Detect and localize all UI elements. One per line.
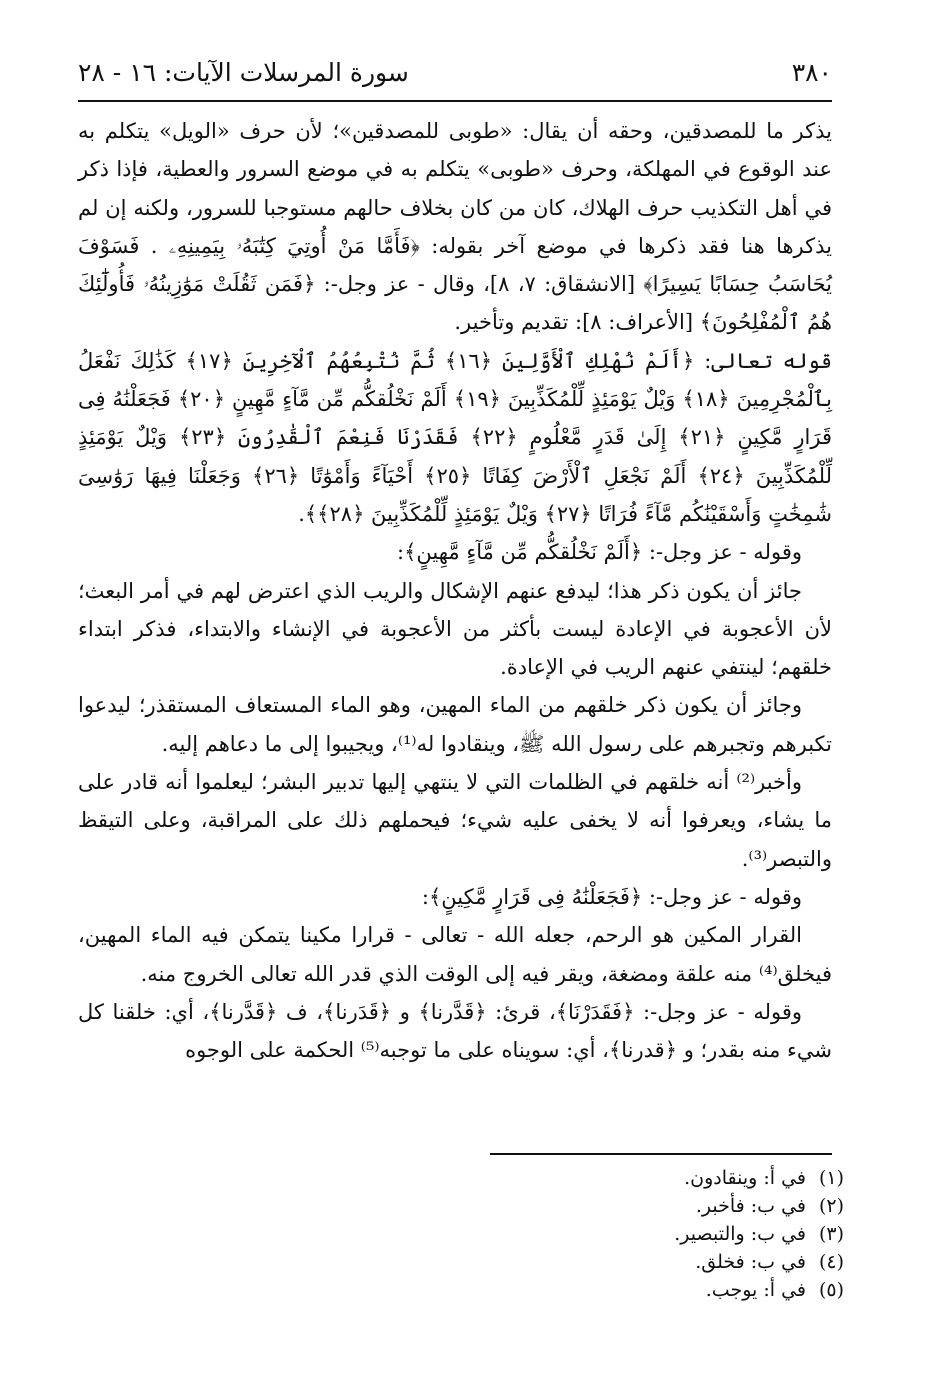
footnote: [300, 1276, 844, 1304]
footnote-number: (٥): [818, 1279, 844, 1301]
footnote-number: (١): [818, 1167, 844, 1189]
page-header: [78, 58, 832, 98]
paragraph: القرار المكين هو الرحم، جعله الله - تعالى - قرارا مكينا يتمكن فيه الماء المهين، فيخلق⁽⁴⁾ منه علقة ومضغة، ويقر فيه إلى الوقت الذي قدر الله تعالى الخروج منه.: [78, 923, 832, 986]
paragraph: وجائز أن يكون ذكر خلقهم من الماء المهين، وهو الماء المستعاف المستقذر؛ ليدعوا تكبرهم وتجبرهم على رسول الله ﷺ، وينقادوا له⁽¹⁾، ويجيبوا إلى ما دعاهم إليه.: [78, 693, 832, 756]
footnote: [300, 1248, 844, 1276]
running-title: سورة المرسلات الآيات: ١٦ - ٢٨: [78, 58, 409, 87]
footnote-text: في ب: والتبصير.: [674, 1223, 806, 1245]
footnote: [300, 1192, 844, 1220]
footnote-number: (٣): [818, 1223, 844, 1245]
header-rule: [78, 100, 832, 102]
footnote-text: في ب: فخلق.: [695, 1251, 806, 1273]
footnote: [300, 1164, 844, 1192]
footnote-text: في أ: وينقادون.: [684, 1167, 806, 1189]
main-text: [78, 112, 832, 1069]
paragraph: وقوله - عز وجل-: ﴿فَجَعَلْنَٰهُ فِى قَرَارٍ مَّكِينٍ﴾:: [421, 884, 802, 909]
paragraph: جائز أن يكون ذكر هذا؛ ليدفع عنهم الإشكال والريب الذي اعترض لهم في أمر البعث؛ لأن الأعجوبة في الإعادة ليست بأكثر من الأعجوبة في الإنشاء والابتداء، فذكر ابتداء خلقهم؛ لينتفي عنهم الريب في الإعادة.: [78, 578, 832, 680]
footnotes: [300, 1164, 844, 1304]
paragraph: وقوله - عز وجل-: ﴿أَلَمْ نَخْلُقكُّم مِّن مَّآءٍ مَّهِينٍ﴾:: [397, 540, 802, 565]
footnote: [300, 1220, 844, 1248]
footnote-number: (٢): [818, 1195, 844, 1217]
footnote-rule: [490, 1153, 832, 1155]
paragraph: يذكر ما للمصدقين، وحقه أن يقال: «طوبى للمصدقين»؛ لأن حرف «الويل» يتكلم به عند الوقوع في المهلكة، وحرف «طوبى» يتكلم به في موضع السرور والعطية، فإذا ذكر في أهل التكذيب حرف الهلاك، كان من كان بخلاف حالهم مستوجبا للسرور، ولكنه إن لم يذكرها هنا فقد ذكرها في موضع آخر بقوله: ﴿فَأَمَّا مَنْ أُوتِيَ كِتَٰبَهُۥ بِيَمِينِهِۦ . فَسَوْفَ يُحَاسَبُ حِسَابًا يَسِيرًا﴾ [الانشقاق: ٧، ٨]، وقال - عز وجل-: ﴿فَمَن ثَقُلَتْ مَوَٰزِينُهُۥ فَأُولَٰٓئِكَ هُمُ ٱلْمُفْلِحُونَ﴾ [الأعراف: ٨]: تقديم وتأخير.: [78, 119, 833, 335]
paragraph: وأخبر⁽²⁾ أنه خلقهم في الظلمات التي لا ينتهي إليها تدبير البشر؛ ليعلموا أنه قادر على ما يشاء، ويعرفوا أنه لا يخفى عليه شيء؛ فيحملهم ذلك على المراقبة، وعلى التيقظ والتبصر⁽³⁾.: [78, 770, 832, 871]
verse-paragraph: قوله تعالى: ﴿أَلَمْ نُهْلِكِ ٱلْأَوَّلِينَ ﴿١٦﴾ ثُمَّ نُتْبِعُهُمُ ٱلْآخِرِينَ ﴿١٧﴾ كَذَٰلِكَ نَفْعَلُ بِٱلْمُجْرِمِينَ ﴿١٨﴾ وَيْلٌ يَوْمَئِذٍ لِّلْمُكَذِّبِينَ ﴿١٩﴾ أَلَمْ نَخْلُقكُّم مِّن مَّآءٍ مَّهِينٍ ﴿٢٠﴾ فَجَعَلْنَٰهُ فِى قَرَارٍ مَّكِينٍ ﴿٢١﴾ إِلَىٰ قَدَرٍ مَّعْلُومٍ ﴿٢٢﴾ فَقَدَرْنَا فَنِعْمَ ٱلْقَٰدِرُونَ ﴿٢٣﴾ وَيْلٌ يَوْمَئِذٍ لِّلْمُكَذِّبِينَ ﴿٢٤﴾ أَلَمْ نَجْعَلِ ٱلْأَرْضَ كِفَاتًا ﴿٢٥﴾ أَحْيَآءً وَأَمْوَٰتًا ﴿٢٦﴾ وَجَعَلْنَا فِيهَا رَوَٰسِىَ شَٰمِخَٰتٍ وَأَسْقَيْنَٰكُم مَّآءً فُرَاتًا ﴿٢٧﴾ وَيْلٌ يَوْمَئِذٍ لِّلْمُكَذِّبِينَ ﴿٢٨﴾﴾.: [78, 348, 833, 526]
footnote-text: في ب: فأخبر.: [695, 1195, 806, 1217]
paragraph: وقوله - عز وجل-: ﴿فَقَدَرْنَا﴾، قرئ: ﴿قَدَّرنا﴾ و ﴿قَدَرنا﴾، ف ﴿قَدَّرنا﴾، أي: خلقنا كل شيء منه بقدر؛ و ﴿قدرنا﴾، أي: سويناه على ما توجبه⁽⁵⁾ الحكمة على الوجوه: [78, 999, 832, 1063]
footnote-number: (٤): [818, 1251, 844, 1273]
footnote-text: في أ: يوجب.: [705, 1279, 806, 1301]
page-number: ٣٨٠: [791, 58, 832, 87]
